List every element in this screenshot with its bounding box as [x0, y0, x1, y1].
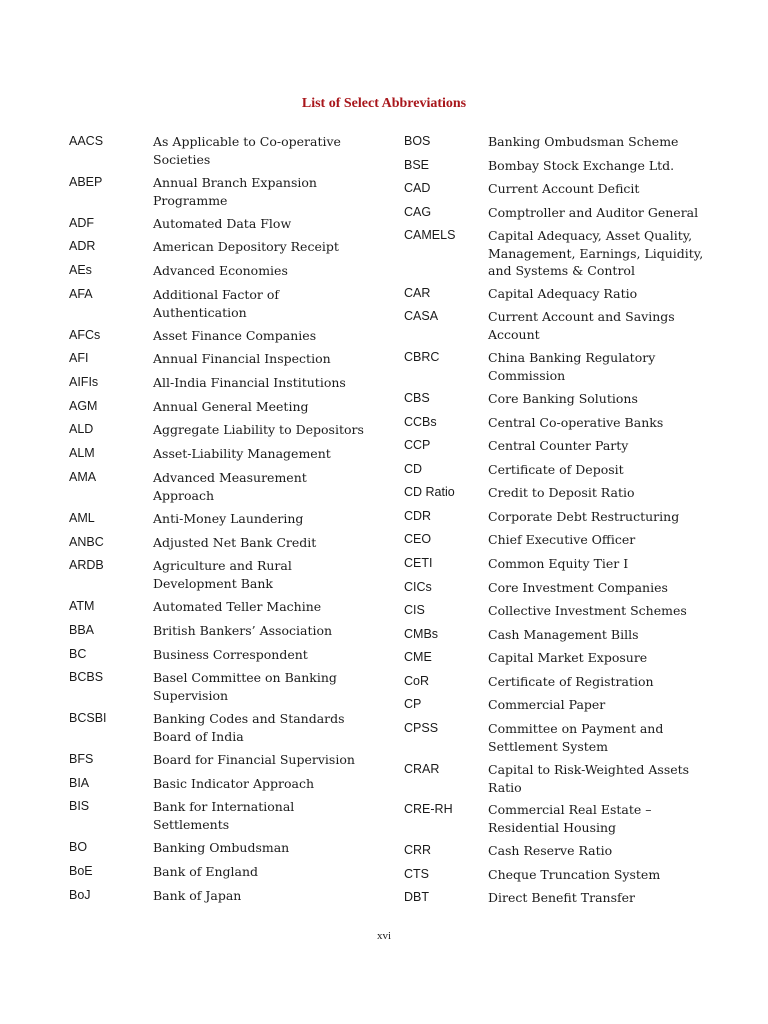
abbreviation-term: ADF [69, 216, 94, 230]
abbreviation-term: AACS [69, 134, 104, 148]
abbreviation-definition: Certificate of Registration [488, 674, 654, 689]
abbreviation-term: CIS [404, 603, 425, 617]
abbreviation-row [69, 863, 371, 881]
abbreviation-definition: Central Co-operative Banks [488, 415, 664, 430]
abbreviation-definition: Advanced Economies [153, 263, 288, 278]
abbreviation-definition: Current Account and Savings Account [488, 309, 675, 342]
abbreviation-definition: Capital Adequacy, Asset Quality, Management, Earnings, Liquidity, and Systems & Control [488, 228, 704, 278]
abbreviation-definition: All-India Financial Institutions [153, 375, 346, 390]
abbreviation-term: CEO [404, 532, 432, 546]
abbreviation-term: CTS [404, 867, 429, 881]
abbreviation-definition: Bank of England [153, 864, 259, 879]
abbreviation-row [404, 761, 708, 796]
abbreviation-row [69, 669, 371, 704]
abbreviation-row [69, 445, 371, 463]
abbreviation-term: ALM [69, 446, 95, 460]
abbreviation-term: ADR [69, 239, 96, 253]
abbreviation-definition: Credit to Deposit Ratio [488, 485, 635, 500]
abbreviation-definition: Central Counter Party [488, 438, 629, 453]
abbreviation-definition: Additional Factor of Authentication [153, 287, 279, 320]
abbreviation-term: CAG [404, 205, 432, 219]
abbreviation-row [404, 390, 708, 408]
abbreviation-term: CBRC [404, 350, 440, 364]
abbreviation-definition: Advanced Measurement Approach [153, 470, 307, 503]
abbreviation-term: BSE [404, 158, 430, 172]
abbreviation-definition: Core Investment Companies [488, 580, 668, 595]
abbreviation-definition: Asset-Liability Management [153, 446, 331, 461]
abbreviation-row [404, 285, 708, 303]
abbreviation-row [69, 238, 371, 256]
abbreviation-row [404, 649, 708, 667]
abbreviation-definition: Anti-Money Laundering [153, 511, 304, 526]
abbreviation-row [69, 775, 371, 793]
abbreviation-term: AGM [69, 399, 98, 413]
abbreviation-definition: As Applicable to Co-operative Societies [153, 134, 341, 167]
abbreviation-definition: Annual General Meeting [153, 399, 309, 414]
abbreviation-definition: Business Correspondent [153, 647, 308, 662]
abbreviation-definition: Commercial Paper [488, 697, 606, 712]
abbreviation-definition: Current Account Deficit [488, 181, 640, 196]
abbreviation-row [404, 349, 708, 384]
abbreviation-row [404, 484, 708, 502]
abbreviation-term: BoE [69, 864, 93, 878]
abbreviation-term: CMBs [404, 627, 439, 641]
abbreviation-definition: Certificate of Deposit [488, 462, 624, 477]
abbreviation-row [69, 887, 371, 905]
abbreviation-definition: China Banking Regulatory Commission [488, 350, 656, 383]
abbreviation-row [69, 374, 371, 392]
abbreviation-term: CAD [404, 181, 431, 195]
abbreviation-row [69, 398, 371, 416]
abbreviation-definition: Basel Committee on Banking Supervision [153, 670, 337, 703]
abbreviation-term: AMA [69, 470, 97, 484]
abbreviation-term: BFS [69, 752, 94, 766]
abbreviation-row [69, 557, 371, 592]
abbreviation-definition: American Depository Receipt [153, 239, 339, 254]
abbreviation-row [404, 414, 708, 432]
abbreviation-definition: Automated Data Flow [153, 216, 292, 231]
abbreviation-definition: Aggregate Liability to Depositors [153, 422, 364, 437]
abbreviation-term: CRE-RH [404, 802, 453, 816]
abbreviation-definition: Banking Ombudsman Scheme [488, 134, 679, 149]
abbreviation-term: CCBs [404, 415, 437, 429]
abbreviation-term: BoJ [69, 888, 91, 902]
abbreviation-term: CETI [404, 556, 433, 570]
abbreviation-row [404, 180, 708, 198]
abbreviation-term: CCP [404, 438, 431, 452]
abbreviation-term: CAR [404, 286, 431, 300]
abbreviation-definition: Bombay Stock Exchange Ltd. [488, 158, 675, 173]
abbreviation-term: CRAR [404, 762, 440, 776]
abbreviation-term: CDR [404, 509, 432, 523]
abbreviation-row [404, 227, 708, 280]
abbreviation-term: CRR [404, 843, 432, 857]
abbreviation-row [404, 696, 708, 714]
abbreviation-term: ARDB [69, 558, 104, 572]
abbreviation-row [69, 469, 371, 504]
abbreviation-term: ALD [69, 422, 94, 436]
abbreviation-definition: Common Equity Tier I [488, 556, 629, 571]
abbreviation-definition: Corporate Debt Restructuring [488, 509, 680, 524]
abbreviation-definition: Annual Financial Inspection [153, 351, 331, 366]
abbreviation-definition: Cheque Truncation System [488, 867, 661, 882]
abbreviation-definition: Chief Executive Officer [488, 532, 636, 547]
abbreviation-row [404, 842, 708, 860]
abbreviation-definition: Annual Branch Expansion Programme [153, 175, 317, 208]
abbreviation-term: AIFIs [69, 375, 99, 389]
abbreviation-term: ABEP [69, 175, 103, 189]
abbreviation-term: CoR [404, 674, 430, 688]
abbreviation-row [69, 622, 371, 640]
abbreviation-definition: Capital to Risk-Weighted Assets Ratio [488, 762, 690, 795]
abbreviation-row [404, 801, 708, 836]
abbreviation-term: BBA [69, 623, 95, 637]
abbreviation-term: CPSS [404, 721, 439, 735]
abbreviation-definition: Asset Finance Companies [153, 328, 317, 343]
abbreviation-definition: Committee on Payment and Settlement System [488, 721, 664, 754]
abbreviation-definition: Direct Benefit Transfer [488, 890, 635, 905]
abbreviation-term: BCBS [69, 670, 104, 684]
abbreviation-row [69, 174, 371, 209]
abbreviation-row [69, 133, 371, 168]
abbreviation-term: CP [404, 697, 422, 711]
abbreviation-term: CME [404, 650, 432, 664]
abbreviation-row [69, 262, 371, 280]
abbreviation-term: CASA [404, 309, 439, 323]
abbreviation-row [69, 421, 371, 439]
abbreviation-row [69, 839, 371, 857]
abbreviation-definition: Automated Teller Machine [153, 599, 322, 614]
abbreviation-row [69, 798, 371, 833]
abbreviation-term: AML [69, 511, 95, 525]
abbreviation-term: CAMELS [404, 228, 456, 242]
abbreviation-row [404, 157, 708, 175]
abbreviation-term: ANBC [69, 535, 104, 549]
abbreviation-row [404, 626, 708, 644]
abbreviation-term: AFA [69, 287, 93, 301]
abbreviation-row [404, 673, 708, 691]
abbreviation-definition: Bank for International Settlements [153, 799, 295, 832]
abbreviation-row [404, 133, 708, 151]
abbreviation-row [69, 710, 371, 745]
abbreviation-term: CD Ratio [404, 485, 455, 499]
abbreviation-definition: Core Banking Solutions [488, 391, 638, 406]
page-number: xvi [376, 930, 392, 942]
abbreviation-row [404, 555, 708, 573]
abbreviation-definition: Cash Reserve Ratio [488, 843, 613, 858]
abbreviation-term: CBS [404, 391, 430, 405]
abbreviation-term: CD [404, 462, 423, 476]
abbreviation-definition: Adjusted Net Bank Credit [153, 535, 317, 550]
abbreviation-row [404, 508, 708, 526]
abbreviation-definition: Board for Financial Supervision [153, 752, 355, 767]
abbreviation-definition: Commercial Real Estate – Residential Housing [488, 802, 652, 835]
abbreviation-row [69, 534, 371, 552]
abbreviation-definition: Banking Codes and Standards Board of India [153, 711, 345, 744]
abbreviation-row [69, 646, 371, 664]
abbreviation-definition: Comptroller and Auditor General [488, 205, 699, 220]
abbreviation-row [404, 204, 708, 222]
abbreviation-definition: Basic Indicator Approach [153, 776, 314, 791]
abbreviation-definition: British Bankers’ Association [153, 623, 333, 638]
abbreviation-row [404, 866, 708, 884]
abbreviation-row [404, 720, 708, 755]
abbreviation-definition: Banking Ombudsman [153, 840, 290, 855]
abbreviation-row [404, 308, 708, 343]
abbreviation-row [404, 531, 708, 549]
abbreviation-term: AFCs [69, 328, 101, 342]
abbreviation-row [404, 602, 708, 620]
abbreviation-definition: Collective Investment Schemes [488, 603, 687, 618]
abbreviation-definition: Bank of Japan [153, 888, 242, 903]
abbreviation-term: ATM [69, 599, 95, 613]
abbreviation-term: BIS [69, 799, 90, 813]
abbreviation-row [69, 350, 371, 368]
abbreviation-row [404, 579, 708, 597]
abbreviation-row [69, 510, 371, 528]
abbreviation-row [69, 751, 371, 769]
abbreviation-term: CICs [404, 580, 432, 594]
abbreviation-definition: Capital Adequacy Ratio [488, 286, 638, 301]
abbreviation-term: AEs [69, 263, 92, 277]
abbreviation-term: BCSBI [69, 711, 107, 725]
abbreviation-definition: Cash Management Bills [488, 627, 639, 642]
abbreviation-term: BO [69, 840, 88, 854]
abbreviation-row [69, 327, 371, 345]
abbreviation-term: BC [69, 647, 87, 661]
abbreviation-row [404, 461, 708, 479]
abbreviation-row [404, 437, 708, 455]
abbreviation-row [69, 598, 371, 616]
abbreviation-term: AFI [69, 351, 89, 365]
abbreviation-row [404, 889, 708, 907]
abbreviation-row [69, 286, 371, 321]
page-title: List of Select Abbreviations [301, 96, 467, 111]
abbreviation-term: BOS [404, 134, 431, 148]
abbreviation-term: DBT [404, 890, 429, 904]
abbreviation-definition: Capital Market Exposure [488, 650, 648, 665]
abbreviation-definition: Agriculture and Rural Development Bank [153, 558, 292, 591]
abbreviation-row [69, 215, 371, 233]
abbreviation-term: BIA [69, 776, 90, 790]
